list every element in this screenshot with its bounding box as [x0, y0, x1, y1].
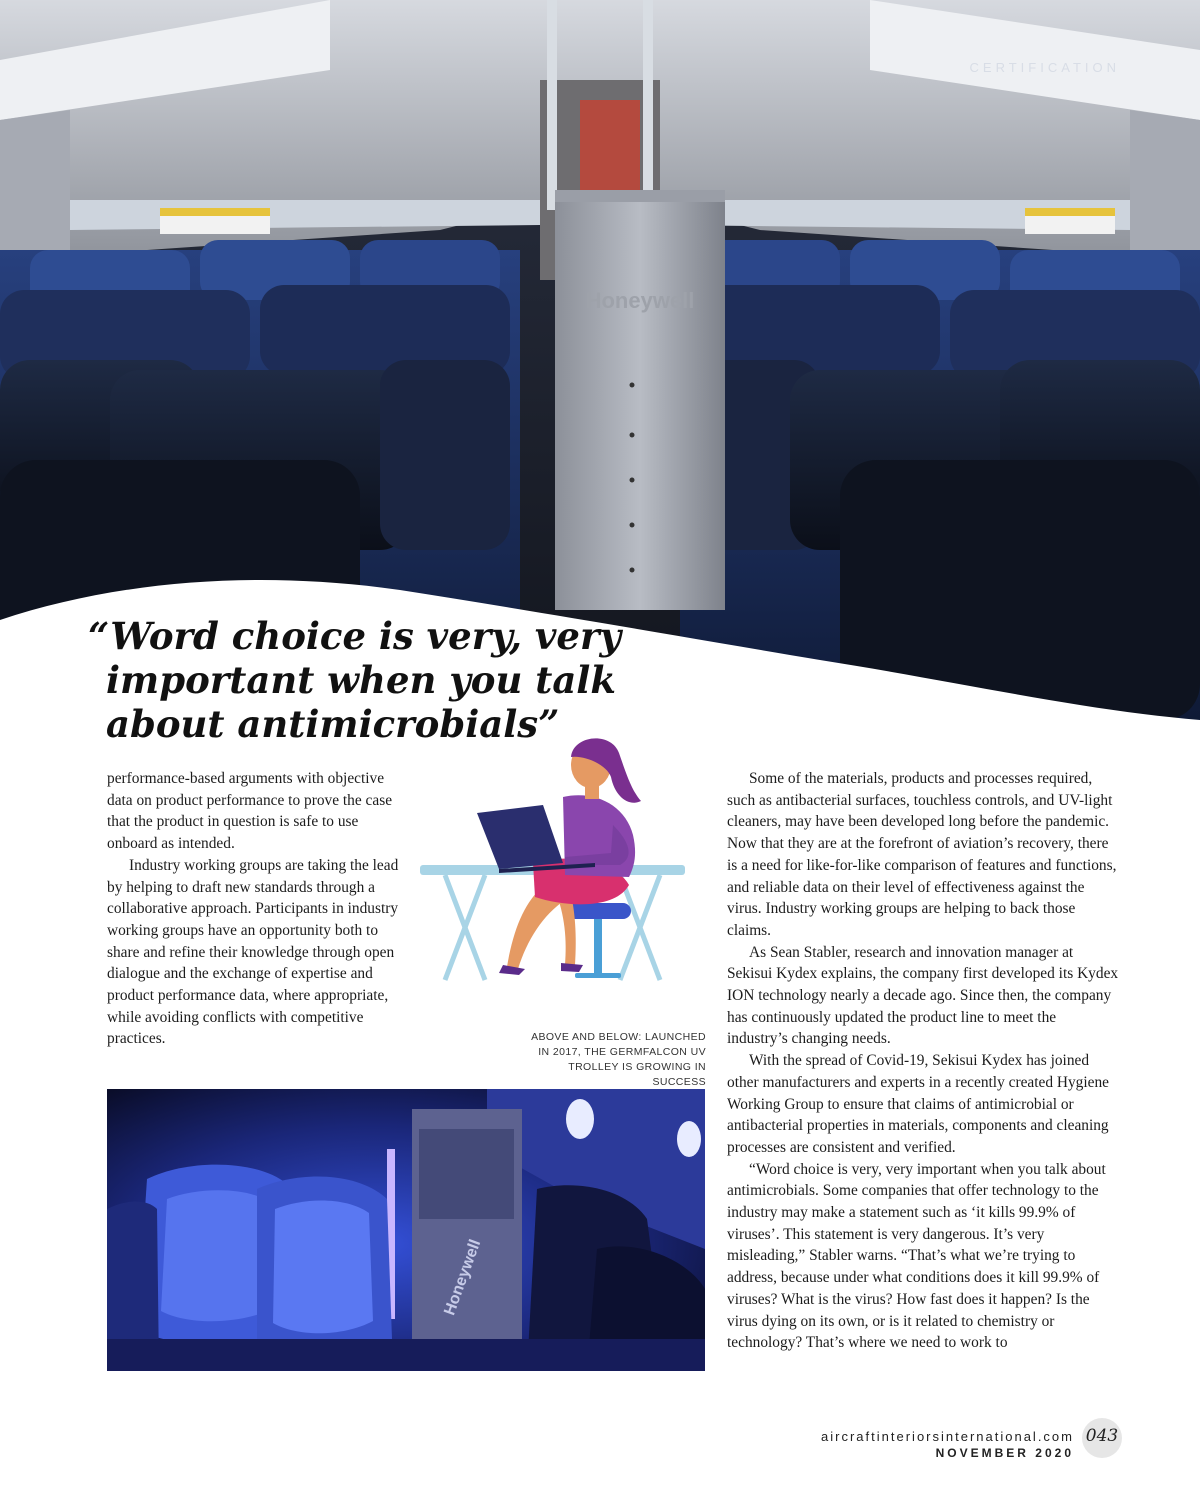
footer-website: aircraftinteriorsinternational.com — [821, 1429, 1074, 1444]
pull-quote-line: “Word choice is very, very — [88, 614, 621, 658]
pull-quote-line: important when you talk — [106, 658, 616, 702]
body-paragraph: With the spread of Covid-19, Sekisui Kydex has joined other manufacturers and experts in a recently created Hygiene Working Group to ensure that claims of antimicrobial or antibacterial properties in materials, components and cleaning processes are consistent and verified. — [727, 1052, 1110, 1156]
pull-quote-line: about antimicrobials” — [106, 702, 560, 746]
body-paragraph: “Word choice is very, very important when you talk about antimicrobials. Some companies that offer technology to the industry may make a statement such as ‘it kills 99.9% of viruses’. This statement is very dangerous. It’s very misleading,” Stabler warns. “That’s what we’re trying to address, because under what conditions does it kill 99.9% of viruses? What is the virus? How fast does it happen? Is the virus dying on its own, or is it related to chemistry or technology? That’s where we need to work to — [727, 1160, 1106, 1352]
pull-quote — [88, 614, 648, 746]
woman-at-laptop-illustration — [415, 735, 690, 995]
body-paragraph: Some of the materials, products and processes required, such as antibacterial surfaces, touchless controls, and UV-light cleaners, may have been developed long before the pandemic. Now that they are at the forefront of aviation’s recovery, there is a need for like-for-like comparison of features and functions, and reliable data on their level of effectiveness against the virus. Industry working groups are helping to back those claims. — [727, 770, 1117, 939]
photo-caption: ABOVE AND BELOW: LAUNCHED IN 2017, THE GERMFALCON UV TROLLEY IS GROWING IN SUCCESS — [531, 1031, 706, 1088]
uv-trolley-seats-photo — [107, 1089, 705, 1371]
body-paragraph: Industry working groups are taking the lead by helping to draft new standards through a collaborative approach. Participants in industry working groups have an opportunity both to share and refine their knowledge through open dialogue and the exchange of expertise and product performance data, where appropriate, while avoiding conflicts with competitive practices. — [107, 856, 399, 1048]
uv-cabin-photo — [107, 1089, 705, 1371]
left-column — [107, 768, 399, 1050]
right-column — [727, 768, 1119, 1354]
body-paragraph: performance-based arguments with objective data on product performance to prove the case that the product in question is safe to use onboard as intended. — [107, 770, 393, 853]
trolley-logo: Honeywell — [585, 288, 695, 313]
footer-date: NOVEMBER 2020 — [935, 1446, 1074, 1460]
page-number: 043 — [1085, 1426, 1119, 1446]
trolley-logo: Honeywell — [441, 1237, 485, 1318]
section-label: CERTIFICATION — [969, 60, 1120, 75]
body-paragraph: As Sean Stabler, research and innovation manager at Sekisui Kydex explains, the company first developed its Kydex ION technology nearly a decade ago. Since then, the company has continuously updated the product line to meet the industry’s changing needs. — [727, 943, 1119, 1048]
